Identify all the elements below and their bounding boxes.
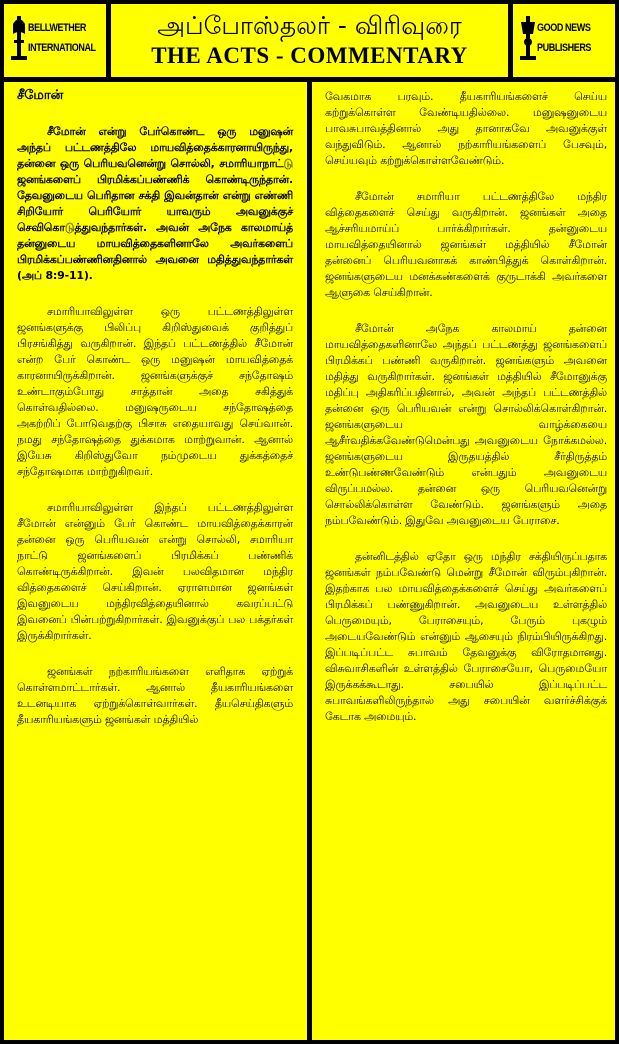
right-column — [312, 82, 615, 1040]
header-title-panel — [111, 4, 508, 77]
bellwether-logo-line2: INTERNATIONAL — [28, 42, 96, 54]
paragraph: சமாரியாவிலுள்ள இந்தப் பட்டணத்திலுள்ள சீமோன் என்னும் பேர் கொண்ட மாயவித்தைக்காரன் தன்னை ஒரு பெரியவன் என்று சொல்லி, சமாரியா நாட்டு ஜனங்களைப் பிரமிக்கப் பண்ணிக் கொண்டிருக்கிறான். இவன் பலவிதமான மந்திர வித்தைகளைச் செய்கிறான். ஏராளமான ஜனங்கள் இவனுடைய மந்திரவித்தையினால் கவரப்பட்டு இவனைப் பின்பற்றுகிறார்கள். இவனுக்குப் பல பக்தர்கள் இருக்கிறார்கள். — [17, 501, 293, 642]
good-news-logo-text — [537, 18, 591, 58]
paragraph: சீமோன் அநேக காலமாய் தன்னை மாயவித்தைகளினாலே அந்தப் பட்டணத்து ஜனங்களைப் பிரமிக்கப் பண்ணி வருகிறான். ஜனங்களும் அவனை மதித்து வருகிறார்கள். ஜனங்கள் மத்தியில் சீமோனுக்கு மதிப்பு அதிகரிப்பதினால், அவன் அந்தப் பட்டணத்தில் தன்னை ஒரு பெரியவன் என்று சொல்லிக்கொள்கிறான். ஜனங்களுடைய வாழ்க்கையை ஆசீர்வதிக்கவேண்டுமென்பது அவனுடைய நோக்கமல்ல. ஜனங்களுடைய இருதயத்தில் சீர்திருத்தம் உண்டுபண்ணவேண்டும் என்பதும் அவனுடைய விருப்பமல்ல. தன்னை ஒரு பெரியவனென்று சொல்லிக்கொள்ள வேண்டும். ஜனங்களும் அதை நம்பவேண்டும். இதுவே அவனுடைய பேராசை. — [325, 322, 607, 527]
title-tamil: அப்போஸ்தலர் - விரிவுரை — [157, 11, 462, 40]
left-column — [4, 82, 307, 1040]
good-news-logo-icon — [519, 12, 537, 62]
paragraph-continued: வேகமாக பரவும். தீயகாரியங்களைச் செய்ய கற்றுக்கொள்ள வேண்டியதில்லை. மனுஷனுடைய பாவசுபாவத்தினால் அது தானாகவே அவனுக்குள் வந்துவிடும். ஆனால் நற்காரியங்களைப் பேசவும், செய்யவும் கற்றுக்கொள்ளவேண்டும். — [325, 90, 607, 167]
good-news-logo-line2: PUBLISHERS — [537, 42, 592, 54]
paragraph: சீமோன் சமாரியா பட்டணத்திலே மந்திர வித்தைகளைச் செய்து வருகிறான். ஜனங்கள் அதை ஆச்சரியமாய்ப் பார்க்கிறார்கள். தன்னுடைய மாயவித்தையினால் ஜனங்கள் மத்தியில் சீமோன் தன்னைப் பெரியவனாகக் காண்பித்துக் கொள்கிறான். ஜனங்களுடைய மனக்கண்களைக் குருடாக்கி அவர்களை ஆளுகை செய்கிறான். — [325, 190, 607, 299]
good-news-logo-line1: GOOD NEWS — [537, 22, 591, 34]
bellwether-logo-text — [28, 18, 96, 58]
scripture-quote: சீமோன் என்று பேர்கொண்ட ஒரு மனுஷன் அந்தப் பட்டணத்திலே மாயவித்தைக்காரனாயிருந்து, தன்னை ஒரு பெரியவனென்று சொல்லி, சமாரியாநாட்டு ஜனங்களைப் பிரமிக்கப்பண்ணிக் கொண்டிருந்தான். தேவனுடைய பெரிதான சக்தி இவன்தான் என்று எண்ணி சிறியோர் பெரியோர் யாவரும் அவனுக்குச் செவிகொடுத்துவந்தார்கள். அவன் அநேக காலமாய்த் தன்னுடைய மாயவித்தைகளினாலே அவர்களைப் பிரமிக்கப்பண்ணினதினால் அவனை மதித்துவந்தார்கள் (அப் 8:9-11). — [17, 125, 293, 282]
paragraph: ஜனங்கள் நற்காரியங்களை எளிதாக ஏற்றுக் கொள்ளமாட்டார்கள். ஆனால் தீயகாரியங்களை உடனடியாக ஏற்றுக்கொள்வார்கள். தீயசெய்திகளும் தீயகாரியங்களும் ஜனங்கள் மத்தியில் — [17, 665, 293, 726]
section-title: சீமோன் — [17, 88, 64, 103]
good-news-logo-panel — [513, 4, 615, 77]
paragraph: சமாரியாவிலுள்ள ஒரு பட்டணத்திலுள்ள ஜனங்களுக்கு பிலிப்பு கிறிஸ்துவைக் குறித்துப் பிரசங்கித்து வருகிறான். இந்தப் பட்டணத்தில் சீமோன் என்ற பேர் கொண்ட ஒரு மனுஷன் மாயவித்தைக் காரனாயிருக்கிறான். ஜனங்களுக்குச் சந்தோஷம் உண்டாகும்போது சாத்தான் அதை சகித்துக் கொள்வதில்லை. மனுஷருடைய சந்தோஷத்தை அகற்றிப் போடுவதற்கு பிசாசு எதையாவது செய்வான். நமது சந்தோஷத்தை துக்கமாக மாற்றுவான். ஆனால் இயேசு கிறிஸ்துவோ நம்முடைய துக்கத்தைச் சந்தோஷமாக மாற்றுகிறவர். — [17, 305, 293, 478]
paragraph: தன்னிடத்தில் ஏதோ ஒரு மந்திர சக்தியிருப்பதாக ஜனங்கள் நம்பவேண்டு மென்று சீமோன் விரும்புகிறான். இதற்காக பல மாயவித்தைக்களைச் செய்து அவர்களைப் பிரமிக்கப் பண்ணுகிறான். அவனுடைய உள்ளத்தில் பெருமையும், பேராசையும், பேரும் புகழும் அடையவேண்டும் என்னும் ஆசையும் நிரம்பியிருக்கிறது. இப்படிப்பட்ட சுபாவம் தேவனுக்கு விரோதமானது. விசுவாசிகளின் உள்ளத்தில் பேராசையோ, பெருமையோ இருக்கக்கூடாது. சபையில் இப்படிப்பட்ட சுபாவங்களிலிருந்தால் அது சபையின் வளர்ச்சிக்குக் கேடாக அமையும். — [325, 550, 607, 723]
bellwether-logo-line1: BELLWETHER — [28, 22, 87, 34]
bellwether-logo-panel — [4, 4, 106, 77]
title-english: THE ACTS - COMMENTARY — [151, 43, 468, 68]
bellwether-logo-icon — [10, 12, 28, 62]
